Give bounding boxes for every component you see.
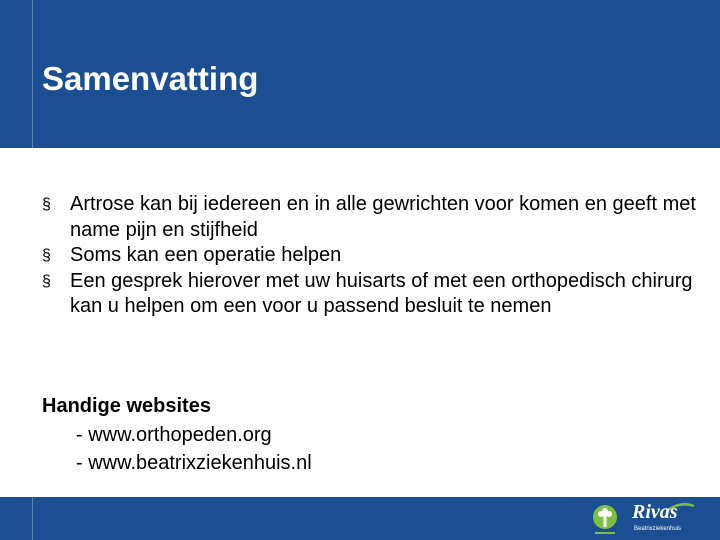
website-link-orthopeden[interactable]: - www.orthopeden.org — [76, 423, 272, 446]
rivas-logo-name: Rivas — [632, 501, 678, 523]
bullet-marker: § — [42, 196, 51, 213]
rivas-logo-subtitle: Beatrixziekenhuis — [634, 526, 682, 532]
bullet-text: Soms kan een operatie helpen — [70, 244, 342, 266]
bullet-item — [42, 243, 702, 269]
slide-title: Samenvatting — [42, 60, 259, 97]
websites-section — [42, 392, 312, 478]
bullet-marker: § — [42, 272, 51, 290]
header-divider-line — [32, 0, 33, 148]
bullet-item — [42, 192, 702, 243]
bullet-text: Een gesprek hierover met uw huisarts of met een orthopedisch chirurg kan u helpen om een voor u passend besluit te nemen — [70, 269, 693, 317]
websites-heading: Handige websites — [42, 395, 211, 417]
bullet-item — [42, 269, 702, 320]
slide-header — [0, 0, 720, 148]
bullet-text: Artrose kan bij iedereen en in alle gewrichten voor komen en geeft met name pijn en stijfheid — [70, 193, 696, 241]
bullet-list — [42, 192, 702, 320]
website-link-beatrixziekenhuis[interactable]: - www.beatrixziekenhuis.nl — [76, 452, 312, 474]
footer-divider-line — [32, 497, 33, 540]
tree-logo-icon — [591, 503, 619, 537]
bullet-marker: § — [42, 247, 51, 264]
rivas-logo — [632, 503, 692, 535]
slide-footer — [0, 497, 720, 540]
